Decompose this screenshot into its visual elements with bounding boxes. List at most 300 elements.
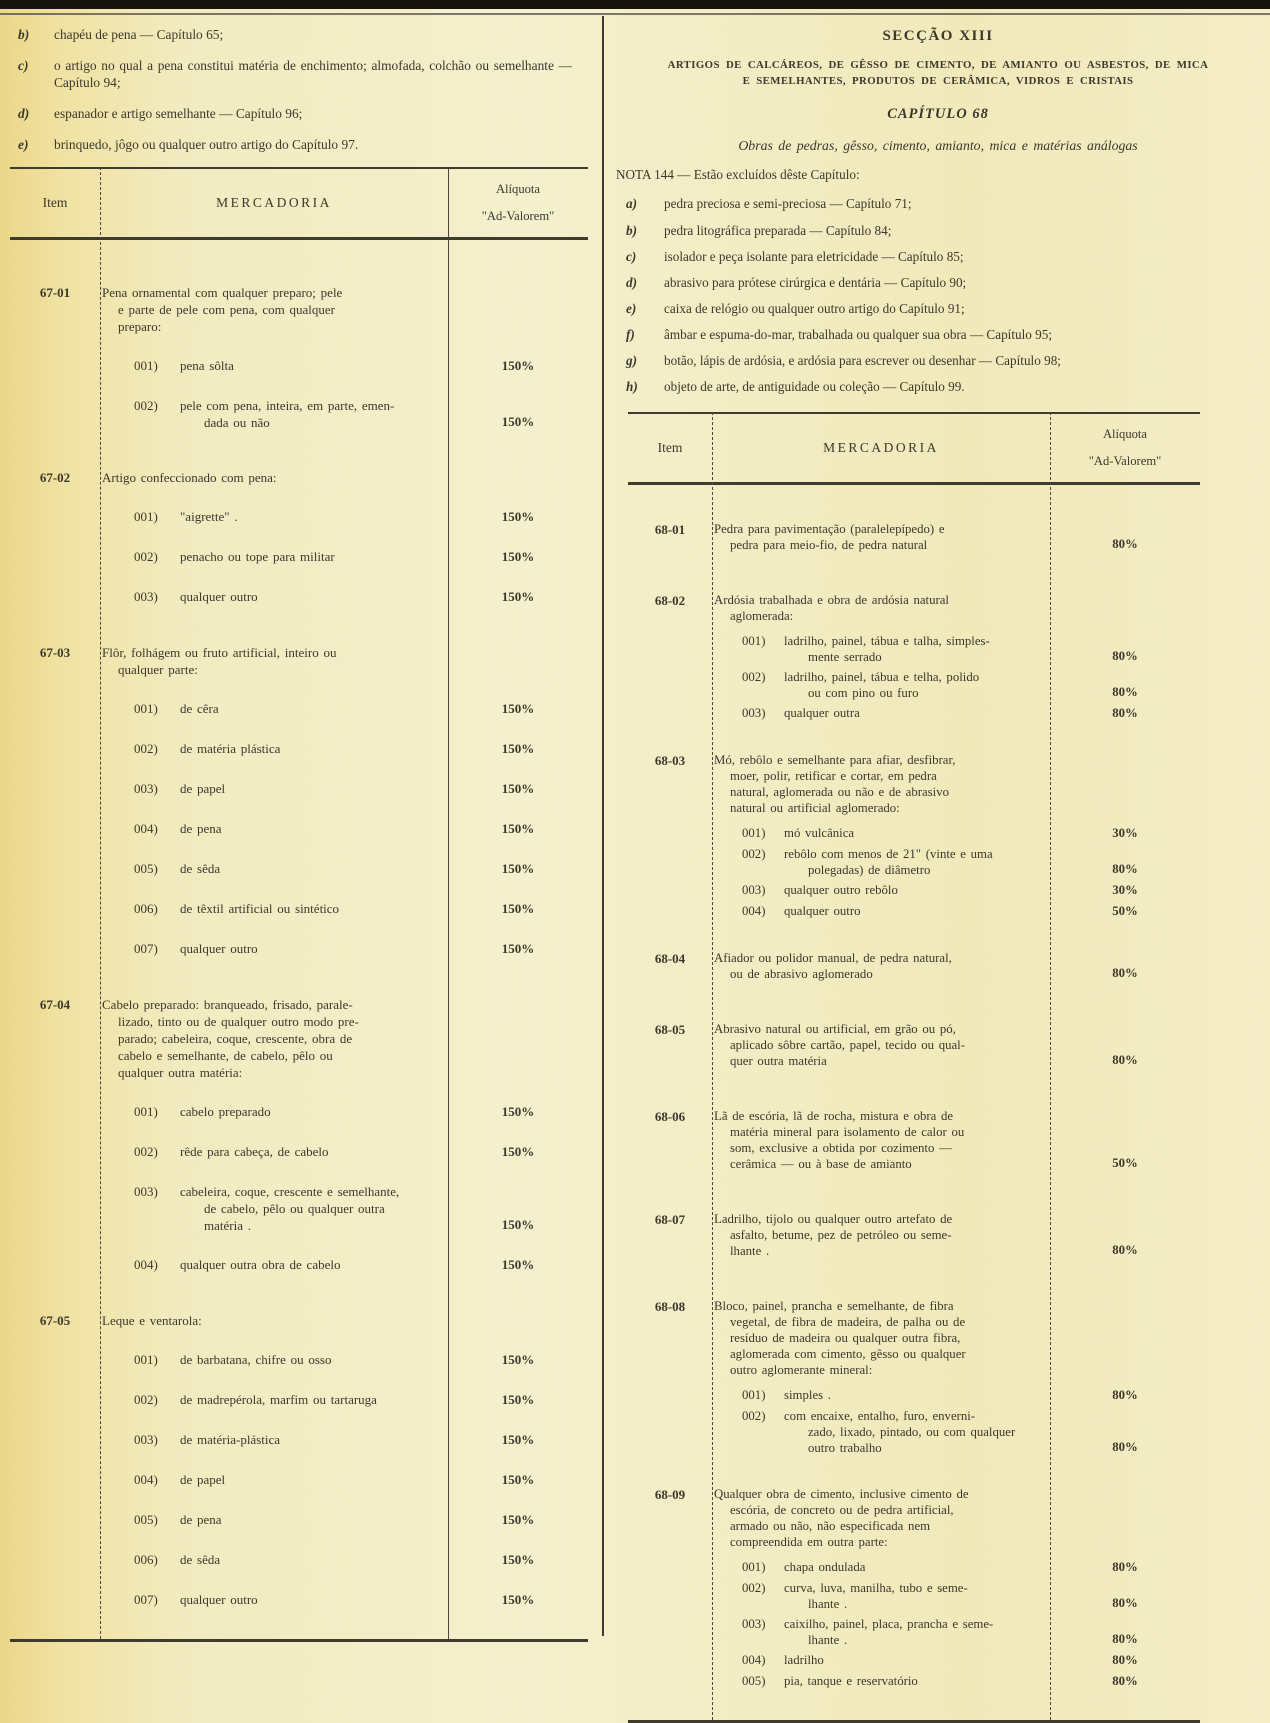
line-text: aglomerada:: [730, 608, 794, 623]
text-line: [102, 284, 448, 301]
subitem-number: 005): [134, 1512, 158, 1528]
text-line: [180, 397, 448, 414]
tariff-code: 68-02: [654, 592, 686, 608]
text-line: [784, 633, 1050, 649]
line-text: pena sôlta: [180, 358, 234, 374]
item-column-rule: [712, 412, 713, 1720]
tariff-entry: [10, 469, 588, 606]
subitem-number: 002): [134, 1392, 158, 1408]
subitem-lines: [180, 1551, 448, 1569]
tariff-subitem-row: [100, 397, 588, 431]
column-divider-rule: [602, 16, 604, 1636]
tariff-subitem-row: [100, 1351, 588, 1369]
tariff-subitem-row: [712, 633, 1200, 665]
line-text: Qualquer obra de cimento, inclusive cimento de: [714, 1486, 969, 1501]
tariff-rate: 150%: [501, 901, 535, 917]
tariff-entry-body: [712, 1108, 1200, 1181]
text-line: [180, 1551, 448, 1568]
tariff-entry: [10, 284, 588, 431]
text-line: [180, 1391, 448, 1408]
tariff-rate: 150%: [501, 1217, 535, 1233]
line-text: de papel: [180, 1472, 226, 1488]
heading-lines: [712, 1108, 1050, 1172]
heading-lines: [712, 1021, 1050, 1069]
tariff-entry: [10, 996, 588, 1274]
tariff-code: 67-01: [39, 285, 71, 301]
text-line: [714, 784, 1050, 800]
text-line: [180, 700, 448, 717]
tariff-entry: [628, 1211, 1200, 1268]
subitem-lines: [180, 357, 448, 375]
line-text: ladrilho, painel, tábua e talha, simples-: [784, 633, 990, 648]
subitem-number: 004): [134, 1257, 158, 1273]
tariff-rate: 80%: [1112, 1631, 1138, 1646]
line-text: Pedra para pavimentação (paralelepípedo) e: [714, 521, 945, 536]
list-item: [10, 57, 598, 92]
text-line: [714, 537, 1050, 553]
line-text: de pena: [180, 1512, 222, 1528]
subitem-number: 002): [742, 1580, 766, 1595]
tariff-rate: 150%: [501, 509, 535, 525]
section-subtitle: [616, 57, 1260, 89]
left-column: [10, 26, 598, 1642]
subitem-number: 002): [742, 846, 766, 861]
text-line: [714, 768, 1050, 784]
list-item-letter: f): [626, 327, 635, 343]
text-line: [784, 1596, 1050, 1612]
tariff-subitem-row: [712, 705, 1200, 722]
tariff-subitem-row: [100, 1143, 588, 1161]
tariff-heading-row: [100, 996, 588, 1081]
text-line: [714, 521, 1050, 537]
text-line: [714, 752, 1050, 768]
line-text: preparo:: [118, 319, 162, 335]
line-text: resíduo de madeira ou qualquer outra fibra,: [730, 1330, 961, 1345]
aliquota-label: Alíquota: [495, 182, 541, 197]
text-line: [714, 800, 1050, 816]
text-line: [102, 1047, 448, 1064]
tariff-rate: 150%: [501, 589, 535, 605]
tariff-rate: [1050, 623, 1200, 624]
heading-lines: [712, 1486, 1050, 1550]
subitem-number: 002): [742, 669, 766, 684]
line-text: lhante .: [730, 1243, 770, 1258]
list-item-letter: h): [626, 379, 638, 395]
subitem-lines: [180, 1511, 448, 1529]
line-text: ladrilho: [784, 1652, 824, 1667]
tariff-subitem-row: [100, 860, 588, 878]
subitem-lines: [180, 1256, 448, 1274]
subitem-lines: [784, 903, 1050, 920]
tariff-entry-body: [712, 1486, 1200, 1690]
chapter-title: CAPÍTULO 68: [887, 106, 989, 123]
subitem-lines: [180, 700, 448, 718]
list-item-letter: c): [18, 57, 29, 73]
line-text: de pena: [180, 821, 222, 837]
tariff-subitem-row: [712, 882, 1200, 899]
line-text: Pena ornamental com qualquer preparo; pele: [102, 285, 343, 301]
line-text: de barbatana, chifre ou osso: [180, 1352, 332, 1368]
line-text: lizado, tinto ou de qualquer outro modo pre-: [118, 1014, 359, 1030]
line-text: Bloco, painel, prancha e semelhante, de fibra: [714, 1298, 954, 1313]
subitem-number: 006): [134, 901, 158, 917]
tariff-subitem-row: [100, 740, 588, 758]
subitem-number: 003): [742, 882, 766, 897]
text-line: [102, 301, 448, 318]
text-line: [180, 1183, 448, 1200]
tariff-subitem-row: [100, 357, 588, 375]
line-text: matéria .: [204, 1218, 251, 1234]
subitem-lines: [784, 1387, 1050, 1404]
subitem-number: 003): [134, 1432, 158, 1448]
list-item: [616, 352, 1260, 369]
subitem-number: 001): [134, 701, 158, 717]
list-item: [10, 26, 598, 44]
tariff-rate: 150%: [501, 1392, 535, 1408]
line-text: aglomerada com cimento, gêsso ou qualquer: [730, 1346, 966, 1361]
tariff-subitem-row: [712, 669, 1200, 701]
tariff-subitem-row: [100, 1103, 588, 1121]
subitem-lines: [180, 860, 448, 878]
subitem-lines: [180, 780, 448, 798]
tariff-code: 68-06: [654, 1108, 686, 1124]
tariff-code: 68-08: [654, 1298, 686, 1314]
line-text: "aigrette" .: [180, 509, 238, 525]
chapter-68-exclusion-list: [616, 195, 1260, 395]
list-item-text: caixa de relógio ou qualquer outro artigo do Capítulo 91;: [664, 301, 965, 316]
text-line: [714, 1486, 1050, 1502]
text-line: [784, 1673, 1050, 1689]
tariff-rate: 150%: [501, 1257, 535, 1273]
heading-lines: [712, 1211, 1050, 1259]
tariff-rate: 150%: [501, 549, 535, 565]
tariff-subitem-row: [100, 1391, 588, 1409]
text-line: [784, 1408, 1050, 1424]
tariff-entry-body: [712, 1021, 1200, 1078]
tariff-code: 68-05: [654, 1021, 686, 1037]
column-header-mercadoria: MERCADORIA: [823, 439, 939, 455]
tariff-rate: 150%: [501, 1352, 535, 1368]
line-text: caixilho, painel, placa, prancha e seme-: [784, 1616, 994, 1631]
text-line: [784, 825, 1050, 841]
line-text: de matéria plástica: [180, 741, 281, 757]
line-text: cabelo e semelhante, de cabelo, pêlo ou: [118, 1048, 333, 1064]
tariff-subitem-row: [100, 700, 588, 718]
subitem-lines: [180, 1103, 448, 1121]
tariff-subitem-row: [100, 508, 588, 526]
subitem-number: 003): [134, 1184, 158, 1200]
text-line: [180, 1143, 448, 1160]
tariff-rate: 30%: [1112, 882, 1138, 897]
tariff-heading-row: [100, 284, 588, 335]
subitem-lines: [180, 508, 448, 526]
tariff-rate: 80%: [1112, 861, 1138, 876]
line-text: matéria mineral para isolamento de calor ou: [730, 1124, 965, 1139]
text-line: [714, 1053, 1050, 1069]
tariff-entry: [628, 1298, 1200, 1456]
line-text: cerâmica — ou à base de amianto: [730, 1156, 912, 1171]
line-text: quer outra matéria: [730, 1053, 827, 1068]
text-line: [784, 1632, 1050, 1648]
page-top-rule: [0, 0, 1270, 9]
tariff-table-chapter-68: [628, 412, 1200, 1723]
tariff-entry-body: [712, 521, 1200, 562]
subitem-number: 003): [742, 705, 766, 720]
text-line: [714, 1156, 1050, 1172]
tariff-rate: 80%: [1112, 1439, 1138, 1454]
tariff-subitem-row: [712, 1580, 1200, 1612]
tariff-rate: 50%: [1112, 1155, 1138, 1170]
subitem-number: 002): [134, 549, 158, 565]
table-header: [628, 412, 1200, 485]
tariff-subitem-row: [712, 825, 1200, 842]
tariff-code: 67-03: [39, 645, 71, 661]
subitem-lines: [784, 1580, 1050, 1612]
heading-lines: [712, 592, 1050, 624]
column-header-aliquota: [448, 169, 588, 237]
tariff-subitem-row: [712, 903, 1200, 920]
tariff-subitem-row: [712, 846, 1200, 878]
subitem-lines: [784, 705, 1050, 722]
tariff-rate: [448, 677, 588, 678]
tariff-entry: [628, 592, 1200, 722]
line-text: qualquer outro: [180, 589, 258, 605]
list-item-letter: g): [626, 353, 637, 369]
subitem-number: 001): [742, 1559, 766, 1574]
tariff-subitem-row: [100, 1256, 588, 1274]
list-item-text: espanador e artigo semelhante — Capítulo 96;: [54, 106, 303, 122]
list-item: [616, 326, 1260, 343]
tariff-heading-row: [712, 592, 1200, 624]
list-item: [10, 136, 598, 154]
page-top-rule-thin: [0, 13, 1270, 15]
subitem-lines: [180, 1183, 448, 1234]
tariff-code: 67-02: [39, 470, 71, 486]
line-text: pia, tanque e reservatório: [784, 1673, 918, 1688]
subitem-number: 003): [134, 589, 158, 605]
line-text: outro trabalho: [808, 1440, 882, 1455]
line-text: curva, luva, manilha, tubo e seme-: [784, 1580, 968, 1595]
tariff-entry-body: [712, 592, 1200, 722]
text-line: [714, 1534, 1050, 1550]
list-item-text: isolador e peça isolante para eletricidade — Capítulo 85;: [664, 248, 964, 264]
tariff-rate: 150%: [501, 1552, 535, 1568]
tariff-heading-row: [712, 1211, 1200, 1259]
tariff-heading-row: [100, 1312, 588, 1329]
subitem-number: 001): [742, 633, 766, 648]
subitem-lines: [784, 882, 1050, 899]
heading-lines: [100, 996, 448, 1081]
subitem-number: 003): [742, 1616, 766, 1631]
line-text: lhante .: [808, 1632, 848, 1647]
tariff-subitem-row: [100, 588, 588, 606]
heading-lines: [712, 950, 1050, 982]
list-item: [10, 105, 598, 123]
line-text: Mó, rebôlo e semelhante para afiar, desfibrar,: [714, 752, 956, 767]
line-text: penacho ou tope para militar: [180, 549, 335, 565]
line-text: som, exclusive a obtida por cozimento —: [730, 1140, 952, 1155]
subitem-lines: [180, 397, 448, 431]
text-line: [714, 1124, 1050, 1140]
tariff-rate: 80%: [1112, 1242, 1138, 1257]
tariff-subitem-row: [100, 1471, 588, 1489]
line-text: de madrepérola, marfim ou tartaruga: [180, 1392, 377, 1408]
text-line: [784, 1387, 1050, 1403]
subitem-lines: [784, 669, 1050, 701]
tariff-heading-row: [100, 469, 588, 486]
subitem-number: 004): [742, 1652, 766, 1667]
tariff-code: 67-04: [39, 997, 71, 1013]
tariff-rate: 80%: [1112, 965, 1138, 980]
text-line: [714, 592, 1050, 608]
line-text: qualquer outro: [180, 1592, 258, 1608]
list-item: [616, 378, 1260, 395]
heading-lines: [712, 521, 1050, 553]
subitem-number: 001): [134, 1352, 158, 1368]
text-line: [714, 1298, 1050, 1314]
tariff-rate: 80%: [1112, 1387, 1138, 1402]
tariff-entry: [10, 1312, 588, 1609]
text-line: [714, 1021, 1050, 1037]
list-item-text: âmbar e espuma-do-mar, trabalhada ou qualquer sua obra — Capítulo 95;: [664, 327, 1053, 343]
line-text: qualquer outro: [180, 941, 258, 957]
section-subtitle-line1: ARTIGOS DE CALCÁREOS, DE GÊSSO DE CIMENTO, DE AMIANTO OU ASBESTOS, DE MICA: [667, 59, 1209, 71]
line-text: dada ou não: [204, 415, 270, 431]
subitem-number: 001): [742, 1387, 766, 1402]
subitem-lines: [784, 1408, 1050, 1456]
tariff-subitem-row: [100, 548, 588, 566]
text-line: [784, 1440, 1050, 1456]
tariff-subitem-row: [100, 1183, 588, 1234]
text-line: [714, 1346, 1050, 1362]
tariff-rate: [448, 1328, 588, 1329]
heading-lines: [100, 1312, 448, 1329]
text-line: [102, 318, 448, 335]
line-text: pele com pena, inteira, em parte, emen-: [180, 398, 395, 414]
tariff-subitem-row: [100, 1591, 588, 1609]
subitem-number: 006): [134, 1552, 158, 1568]
line-text: e parte de pele com pena, com qualquer: [118, 302, 335, 318]
line-text: Lã de escória, lã de rocha, mistura e obra de: [714, 1108, 954, 1123]
tariff-rate: 30%: [1112, 825, 1138, 840]
list-item: [616, 195, 1260, 212]
line-text: compreendida em outra parte:: [730, 1534, 888, 1549]
column-header-item: Item: [657, 439, 683, 455]
list-item-text: pedra litográfica preparada — Capítulo 84;: [664, 222, 892, 238]
text-line: [180, 860, 448, 877]
tariff-rate: 150%: [501, 1592, 535, 1608]
line-text: Ladrilho, tijolo ou qualquer outro artefato de: [714, 1211, 953, 1226]
line-text: parado; cabeleira, coque, crescente, obra de: [118, 1031, 353, 1047]
line-text: Leque e ventarola:: [102, 1313, 202, 1329]
line-text: ladrilho, painel, tábua e telha, polido: [784, 669, 980, 684]
tariff-entry: [10, 644, 588, 958]
list-item-text: objeto de arte, de antiguidade ou coleção — Capítulo 99.: [664, 379, 965, 395]
heading-lines: [712, 752, 1050, 816]
tariff-entry: [628, 521, 1200, 562]
heading-lines: [712, 1298, 1050, 1378]
tariff-entry-body: [712, 1298, 1200, 1456]
tariff-heading-row: [100, 644, 588, 678]
tariff-subitem-row: [100, 900, 588, 918]
tariff-entry-body: [100, 644, 588, 958]
line-text: de sêda: [180, 1552, 221, 1568]
tariff-heading-row: [712, 1298, 1200, 1378]
line-text: vegetal, de fibra de madeira, de palha ou de: [730, 1314, 966, 1329]
tariff-rate: 150%: [501, 781, 535, 797]
tariff-heading-row: [712, 1021, 1200, 1069]
heading-lines: [100, 284, 448, 335]
text-line: [102, 661, 448, 678]
tariff-subitem-row: [712, 1616, 1200, 1648]
table-body: [628, 485, 1200, 1720]
text-line: [784, 882, 1050, 898]
tariff-entry: [628, 1108, 1200, 1181]
line-text: com encaixe, entalho, furo, enverni-: [784, 1408, 976, 1423]
heading-lines: [100, 644, 448, 678]
text-line: [784, 1424, 1050, 1440]
list-item: [616, 248, 1260, 265]
line-text: armado ou não, não especificada nem: [730, 1518, 931, 1533]
line-text: Artigo confeccionado com pena:: [102, 470, 277, 486]
subitem-lines: [180, 900, 448, 918]
tariff-heading-row: [712, 1108, 1200, 1172]
tariff-rate: 80%: [1112, 1559, 1138, 1574]
tariff-subitem-row: [100, 780, 588, 798]
line-text: cabeleira, coque, crescente e semelhante,: [180, 1184, 400, 1200]
text-line: [784, 685, 1050, 701]
line-text: polegadas) de diâmetro: [808, 862, 931, 877]
tariff-rate: 150%: [501, 1432, 535, 1448]
chapter-67-exclusion-list: [10, 26, 598, 153]
subitem-number: 002): [742, 1408, 766, 1423]
subitem-lines: [180, 740, 448, 758]
line-text: natural ou artificial aglomerado:: [730, 800, 900, 815]
text-line: [180, 1351, 448, 1368]
text-line: [180, 1471, 448, 1488]
tariff-rate: 50%: [1112, 903, 1138, 918]
subitem-number: 004): [134, 1472, 158, 1488]
ad-valorem-label: "Ad-Valorem": [1088, 453, 1162, 468]
tariff-subitem-row: [712, 1652, 1200, 1669]
text-line: [180, 740, 448, 757]
subitem-lines: [180, 1391, 448, 1409]
list-item-letter: a): [626, 196, 637, 212]
tariff-subitem-row: [712, 1673, 1200, 1690]
line-text: cabelo preparado: [180, 1104, 271, 1120]
text-line: [180, 508, 448, 525]
line-text: natural, aglomerada ou não e de abrasivo: [730, 784, 949, 799]
tariff-heading-row: [712, 521, 1200, 553]
tariff-subitem-row: [100, 1551, 588, 1569]
subitem-number: 001): [134, 509, 158, 525]
tariff-subitem-row: [100, 940, 588, 958]
subitem-lines: [784, 1652, 1050, 1669]
tariff-entry: [628, 1021, 1200, 1078]
line-text: rêde para cabeça, de cabelo: [180, 1144, 329, 1160]
tariff-code: 68-01: [654, 521, 686, 537]
text-line: [102, 469, 448, 486]
line-text: moer, polir, retificar e cortar, em pedra: [730, 768, 937, 783]
chapter-subtitle: Obras de pedras, gêsso, cimento, amianto, mica e matérias análogas: [738, 138, 1138, 154]
line-text: rebôlo com menos de 21" (vinte e uma: [784, 846, 993, 861]
tariff-code: 68-03: [654, 752, 686, 768]
line-text: asfalto, betume, pez de petróleo ou seme-: [730, 1227, 952, 1242]
subitem-lines: [180, 1591, 448, 1609]
tariff-entry-body: [100, 996, 588, 1274]
line-text: ou de abrasivo aglomerado: [730, 966, 873, 981]
list-item-letter: d): [626, 274, 637, 290]
